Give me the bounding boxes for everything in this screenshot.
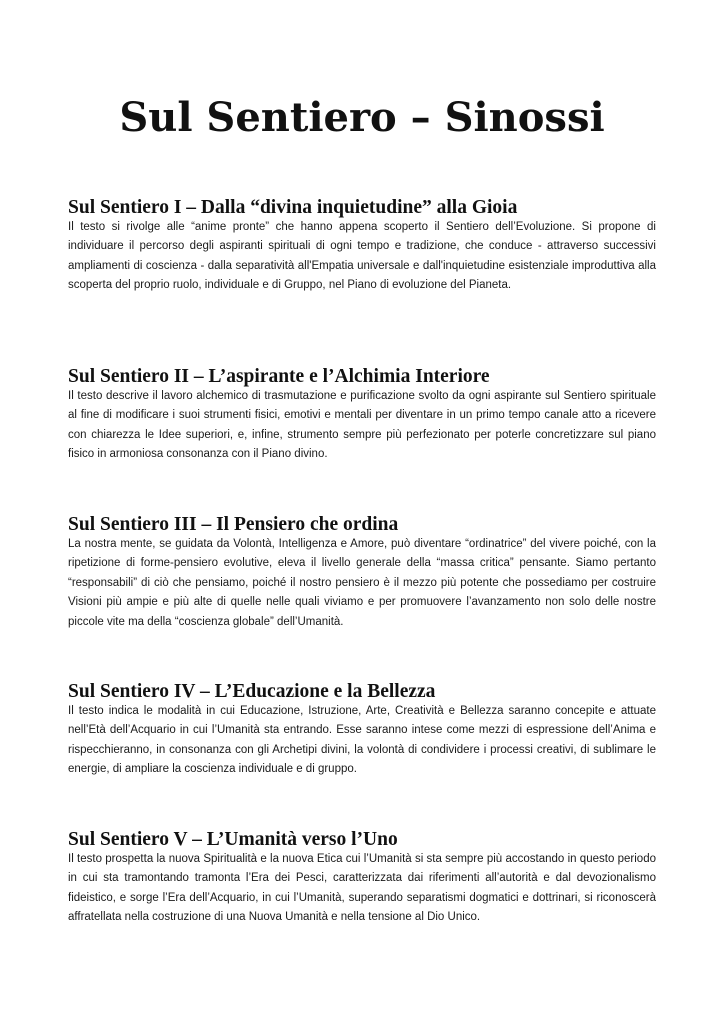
section-body: Il testo descrive il lavoro alchemico di trasmutazione e purificazione svolto da ogni aspirante sul Sentiero spirituale al fine di modificare i suoi strumenti fisici, emotivi e mentali per diventare in un primo tempo canale atto a ricevere con chiarezza le Idee superiori, e, infine, strumento sempre più perfezionato per poterle concretizzare sul piano fisico in armoniosa consonanza con il Piano divino.: [68, 390, 656, 461]
section-heading: Sul Sentiero V – L’Umanità verso l’Uno: [68, 829, 398, 850]
page-title: Sul Sentiero – Sinossi: [119, 94, 605, 141]
section-sul-sentiero-2: [68, 366, 656, 465]
section-heading: Sul Sentiero III – Il Pensiero che ordina: [68, 514, 399, 535]
section-sul-sentiero-3: [68, 514, 656, 632]
section-body: Il testo si rivolge alle “anime pronte” che hanno appena scoperto il Sentiero dell’Evoluzione. Si propone di individuare il percorso degli aspiranti spirituali di ogni tempo e tradizione, che conduce - attraverso successivi ampliamenti di coscienza - dalla separatività all'Empatia universale e dall'inquietudine esistenziale improduttiva alla scoperta del proprio ruolo, individuale e di Gruppo, nel Piano di evoluzione del Pianeta.: [68, 221, 656, 292]
section-heading: Sul Sentiero IV – L’Educazione e la Bellezza: [68, 681, 436, 702]
section-body: Il testo indica le modalità in cui Educazione, Istruzione, Arte, Creatività e Bellezza saranno concepite e attuate nell’Età dell’Acquario in cui l’Umanità sta entrando. Esse saranno intese come mezzi di espressione dell’Anima e rispecchieranno, in consonanza con gli Archetipi divini, la volontà di condividere i processi creativi, di sublimare le energie, di ampliare la coscienza individuale e di gruppo.: [68, 705, 656, 776]
section-body: Il testo prospetta la nuova Spiritualità e la nuova Etica cui l’Umanità si sta sempre più accostando in questo periodo in cui sta tramontando tramonta l’Era dei Pesci, caratterizzata dai riferimenti all’autorità e dal devozionalismo fideistico, e sorge l’Era dell’Acquario, in cui l’Umanità, superando separatismi dogmatici e dottrinari, si riconoscerà affratellata nella costruzione di una Nuova Umanità e nella tensione al Dio Unico.: [68, 853, 656, 924]
section-heading: Sul Sentiero II – L’aspirante e l’Alchimia Interiore: [68, 366, 490, 387]
section-sul-sentiero-4: [68, 681, 656, 780]
section-body: La nostra mente, se guidata da Volontà, Intelligenza e Amore, può diventare “ordinatrice” del vivere poiché, con la ripetizione di forme-pensiero evolutive, eleva il livello generale della “massa critica” pensante. Siamo pertanto “responsabili” di ciò che pensiamo, poiché il nostro pensiero è il mezzo più potente che possediamo per costruire Visioni più ampie e più alte di quelle nelle quali viviamo e per promuovere l’avanzamento non solo delle nostre piccole vite ma della “coscienza globale” dell’Umanità.: [68, 538, 656, 628]
section-sul-sentiero-5: [68, 829, 656, 928]
section-heading: Sul Sentiero I – Dalla “divina inquietudine” alla Gioia: [68, 197, 518, 218]
section-sul-sentiero-1: [68, 197, 656, 296]
